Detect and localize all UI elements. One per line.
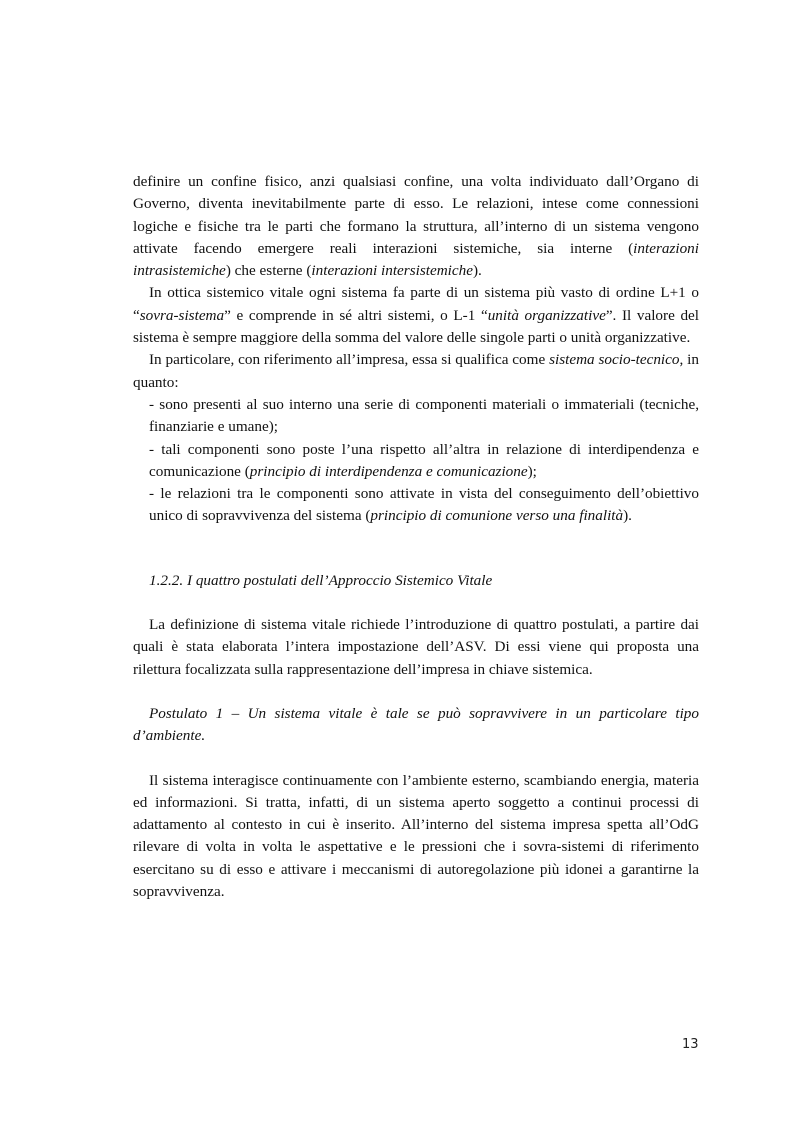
text-run: ) che esterne ( (225, 262, 312, 280)
paragraph-continuation (133, 171, 699, 282)
list-item (149, 439, 699, 484)
italic-term: principio di comunione verso una finalità (370, 507, 624, 525)
section-intro: La definizione di sistema vitale richiede l’introduzione di quattro postulati, a partire dai quali è stata elaborata l’intera impostazione dell’ASV. Di essi viene qui proposta una rilettura focalizzata sulla rappresentazione dell’impresa in chiave sistemica. (133, 616, 699, 678)
text-run: definire un confine fisico, anzi qualsiasi confine, una volta individuato dall’Organo di Governo, diventa inevitabilmente parte di esso. Le relazioni, intese come connessioni logiche e fisiche tra le parti che formano la struttura, all’interno di un sistema vengono attivate facendo emergere reali interazioni sistemiche, sia interne ( (133, 173, 699, 257)
text-run: ); (527, 462, 537, 480)
text-run: - le relazioni tra le componenti sono attivate in vista del conseguimento dell’obiettivo unico di sopravvivenza del sistema ( (149, 485, 699, 525)
list-item (149, 483, 699, 528)
postulate-1 (133, 703, 699, 748)
paragraph-systemic-view (133, 282, 699, 349)
socio-technical-list (133, 394, 699, 528)
text-run: ). (623, 507, 632, 525)
italic-term: interazioni intrasistemiche (133, 239, 699, 280)
italic-term: sistema socio-tecnico (549, 351, 680, 369)
text-run: ”. Il valore del sistema è sempre maggiore della somma del valore delle singole parti o unità organizzative. (133, 306, 699, 347)
text-run: ” e comprende in sé altri sistemi, o L-1 “ (224, 306, 488, 324)
text-run: , in quanto: (133, 351, 699, 391)
italic-term: principio di interdipendenza e comunicazione (249, 462, 528, 480)
text-run: In ottica sistemico vitale ogni sistema fa parte di un sistema più vasto di ordine L+1 o “ (133, 284, 699, 324)
italic-term: unità organizzative (487, 306, 606, 324)
text-run: - tali componenti sono poste l’una rispetto all’altra in relazione di interdipendenza e comunicazione ( (149, 440, 699, 480)
section-body: Il sistema interagisce continuamente con l’ambiente esterno, scambiando energia, materia ed informazioni. Si tratta, infatti, di un sistema aperto soggetto a continui processi di adattamento al contesto in cui è inserito. All’interno del sistema impresa spetta all’OdG rilevare di volta in volta le aspettative e le pressioni che i sovra-sistemi di riferimento esercitano su di esso e attivare i meccanismi di autoregolazione più idonei a garantirne la sopravvivenza. (133, 771, 699, 901)
text-run: - sono presenti al suo interno una serie di componenti materiali o immateriali (tecniche, finanziarie e umane); (149, 395, 699, 436)
postulate-text: Postulato 1 – Un sistema vitale è tale se può sopravvivere in un particolare tipo d’ambiente. (133, 704, 699, 745)
list-item (149, 394, 699, 439)
page-number: 13 (682, 1037, 699, 1052)
paragraph-socio-technical (133, 349, 699, 394)
italic-term: interazioni intersistemiche (311, 262, 473, 280)
text-run: In particolare, con riferimento all’impresa, essa si qualifica come (149, 351, 550, 369)
italic-term: sovra-sistema (139, 306, 225, 324)
page-body (133, 171, 699, 903)
section-heading: 1.2.2. I quattro postulati dell’Approccio Sistemico Vitale (149, 571, 493, 589)
text-run: ). (472, 262, 482, 280)
